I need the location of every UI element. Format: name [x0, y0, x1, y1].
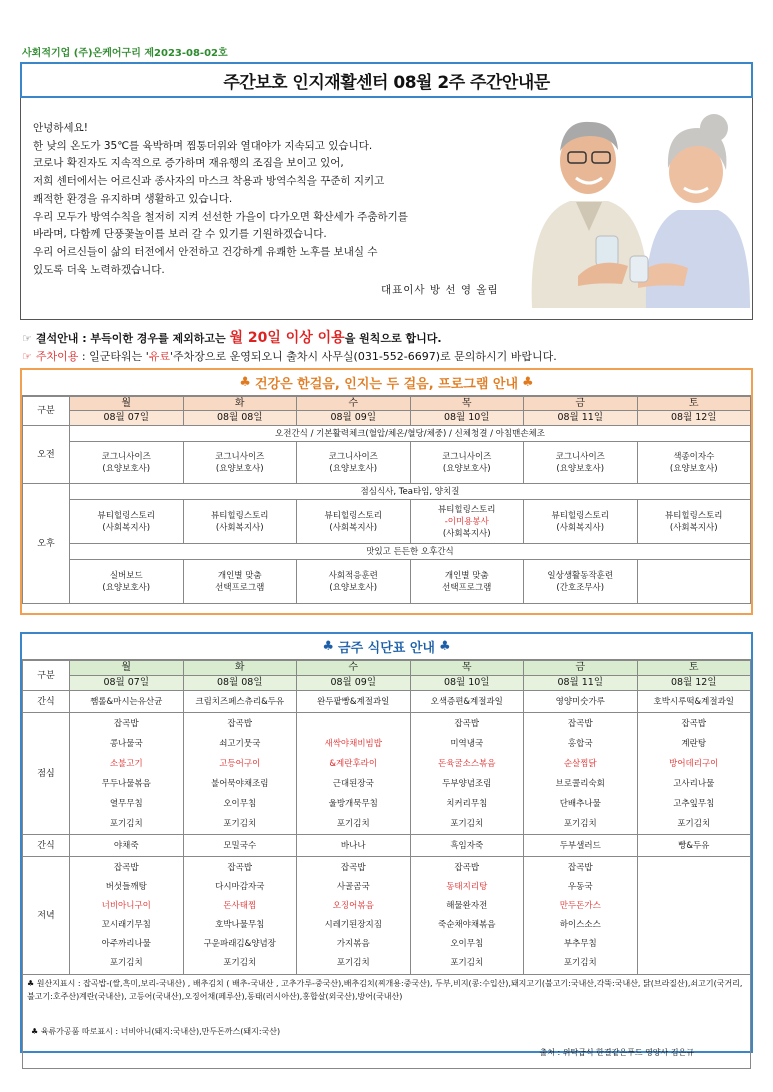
corp-header: 사회적기업 (주)온케어구리 제2023-08-02호	[22, 48, 228, 59]
program-section	[20, 368, 753, 615]
menu-title-bar	[22, 634, 751, 660]
date-header: 08월 11일	[524, 676, 638, 691]
intro-line: 바라며, 다함께 단풍꽃놀이를 보러 갈 수 있기를 기원하겠습니다.	[33, 228, 327, 241]
club-icon: ♣	[438, 639, 451, 654]
parking-label: 주차이용	[35, 350, 79, 363]
processed-meat-label: ♣ 육류가공품 따로표시 : 너비아니(돼지:국내산),만두돈까스(돼지:국산)	[31, 1027, 281, 1036]
absence-highlight: 월 20일 이상 이용	[229, 330, 345, 346]
program-title: 건강은 한걸음, 인지는 두 걸음, 프로그램 안내	[254, 377, 519, 392]
intro-line: 우리 어르신들이 삶의 터전에서 안전하고 건강하게 유쾌한 노후를 보내실 수	[33, 245, 378, 258]
club-icon: ♣	[322, 639, 335, 654]
program-cell: 코그니사이즈 (요양보호사)	[183, 442, 297, 484]
program-cell: 뷰티힐링스토리 (사회복지사)	[524, 500, 638, 544]
day-header: 목	[410, 397, 524, 411]
am-label: 오전	[23, 426, 70, 484]
day-header: 토	[637, 397, 751, 411]
parking-text-c: '주차장으로 운영되오니 출차시 사무실(031-552-6697)로 문의하시기 바랍니다.	[170, 350, 557, 363]
day-header: 목	[410, 661, 524, 676]
day-header: 화	[183, 661, 297, 676]
intro-line: 한 낮의 온도가 35℃를 육박하며 찜통더위와 열대야가 지속되고 있습니다.	[33, 139, 373, 152]
program-title-bar	[22, 370, 751, 396]
program-cell: 뷰티힐링스토리 (사회복지사)	[297, 500, 411, 544]
signature: 대표이사 방 선 영 올림	[381, 284, 499, 296]
lunch-cell: 잡곡밥 쇠고기뭇국 고등어구이 불어묵야채조림 오이무침 포기김치	[183, 713, 297, 835]
lunch-cell: 잡곡밥 계란탕 방어데리구이 고사리나물 고추잎무침 포기김치	[637, 713, 751, 835]
snack-cell: 쨈롤&마시는유산균	[70, 691, 184, 713]
snack-cell: 두부샐러드	[524, 835, 638, 857]
intro-line: 코로나 확진자도 지속적으로 증가하며 재유행의 조짐을 보이고 있어,	[33, 157, 344, 170]
am-common: 오전간식 / 기본활력체크(혈압/체온/혈당/체중) / 신체청결 / 아침맨손체조	[70, 426, 751, 442]
snack-cell: 영양미숫가루	[524, 691, 638, 713]
date-header: 08월 07일	[70, 411, 184, 426]
program-table	[22, 396, 751, 604]
intro-line: 저희 센터에서는 어르신과 종사자의 마스크 착용과 방역수칙을 꾸준히 지키고	[33, 175, 385, 188]
intro-line: 우리 모두가 방역수칙을 철저히 지켜 선선한 가을이 다가오면 확산세가 주춤하기를	[33, 210, 408, 223]
day-header: 금	[524, 397, 638, 411]
snack-cell: 야채죽	[70, 835, 184, 857]
dinner-cell: 잡곡밥 사골곰국 오징어볶음 시레기된장지짐 가지볶음 포기김치	[297, 857, 411, 975]
date-header: 08월 08일	[183, 676, 297, 691]
date-header: 08월 08일	[183, 411, 297, 426]
day-header: 수	[297, 661, 411, 676]
dinner-cell	[637, 857, 751, 975]
lunch-cell: 잡곡밥 콩나물국 소불고기 무두나물볶음 열무무침 포기김치	[70, 713, 184, 835]
snack-cell: 호박시루떡&계절과일	[637, 691, 751, 713]
program-cell: 뷰티힐링스토리 (사회복지사)	[183, 500, 297, 544]
snack-cell: 흑임자죽	[410, 835, 524, 857]
snack-cell: 빵&두유	[637, 835, 751, 857]
program-cell: 코그니사이즈 (요양보호사)	[70, 442, 184, 484]
pointing-hand-icon: ☞	[22, 332, 32, 345]
volunteer-note: -이미용봉사	[444, 516, 489, 527]
dinner-label: 저녁	[23, 857, 70, 975]
menu-title: 금주 식단표 안내	[338, 641, 435, 656]
intro-line: 안녕하세요!	[33, 122, 88, 134]
origin-block-cell	[23, 975, 751, 1069]
snack-label: 간식	[23, 835, 70, 857]
gubun-cell: 구분	[23, 397, 70, 426]
lunch-common: 점심식사, Tea타임, 양치질	[70, 484, 751, 500]
intro-box	[20, 98, 753, 320]
date-header: 08월 12일	[637, 676, 751, 691]
day-header: 토	[637, 661, 751, 676]
lunch-cell: 잡곡밥 미역냉국 돈육굴소스볶음 두부양념조림 치커리무침 포기김치	[410, 713, 524, 835]
program-cell: 뷰티힐링스토리 -이미용봉사 (사회복지사)	[410, 500, 524, 544]
snack-common: 맛있고 든든한 오후간식	[70, 544, 751, 560]
intro-text	[33, 120, 533, 279]
program-cell: 코그니사이즈 (요양보호사)	[297, 442, 411, 484]
day-header: 화	[183, 397, 297, 411]
date-header: 08월 09일	[297, 411, 411, 426]
date-header: 08월 07일	[70, 676, 184, 691]
lunch-cell: 잡곡밥 홍합국 순살찜닭 브로콜리숙회 단배추나물 포기김치	[524, 713, 638, 835]
title-box	[20, 62, 753, 98]
page-title: 주간보호 인지재활센터 08월 2주 주간안내문	[223, 72, 550, 93]
program-cell: 일상생활동작훈련 (간호조무사)	[524, 560, 638, 604]
parking-text-a: : 일군타워는 '	[78, 350, 149, 363]
dinner-cell: 잡곡밥 버섯들깨탕 너비아니구이 꼬시래기무침 아주까리나물 포기김치	[70, 857, 184, 975]
origin-label: ♣ 원산지표시 : 잡곡밥-(쌀,흑미,보리-국내산) , 배추김치 ( 배추-국내산 , 고추가루-중국산),배추김치(찌개용:중국산), 두부,비지(콩:수입산),돼지고기(불고기:국내산,각뚝:국내산, 닭(브라질산),쇠고기(국거리,불고기:호주산)계란(국내산), 고등어(국내산),오징어채(페루산),동태(러시아산),홍합살(외국산),방어(국내산)	[27, 979, 743, 1001]
parking-notice	[22, 348, 557, 364]
program-cell: 개인별 맞춤 선택프로그램	[410, 560, 524, 604]
program-cell: 뷰티힐링스토리 (사회복지사)	[637, 500, 751, 544]
snack-cell: 크림치즈페스츄리&두유	[183, 691, 297, 713]
snack-cell: 완두팥빵&계절과일	[297, 691, 411, 713]
lunch-cell: 새싹야채비빔밥 &계란후라이 근대된장국 울방개묵무침 포기김치	[297, 713, 411, 835]
intro-line: 쾌적한 환경을 유지하며 생활하고 있습니다.	[33, 192, 233, 205]
date-header: 08월 09일	[297, 676, 411, 691]
snack-cell: 모밀국수	[183, 835, 297, 857]
snack-cell: 오색증편&계절과일	[410, 691, 524, 713]
parking-paid: 유료	[148, 350, 171, 363]
date-header: 08월 10일	[410, 411, 524, 426]
dinner-cell: 잡곡밥 동태지리탕 해물완자전 죽순채야채볶음 오이무침 포기김치	[410, 857, 524, 975]
menu-section	[20, 632, 753, 1057]
snack-cell: 바나나	[297, 835, 411, 857]
program-cell: 뷰티힐링스토리 (사회복지사)	[70, 500, 184, 544]
day-header: 수	[297, 397, 411, 411]
pointing-hand-icon: ☞	[22, 350, 32, 363]
day-header: 금	[524, 661, 638, 676]
program-cell: 코그니사이즈 (요양보호사)	[410, 442, 524, 484]
intro-line: 있도록 더욱 노력하겠습니다.	[33, 263, 165, 276]
program-cell: 개인별 맞춤 선택프로그램	[183, 560, 297, 604]
absence-text-a: 결석안내 : 부득이한 경우를 제외하고는	[35, 332, 230, 345]
program-cell: 코그니사이즈 (요양보호사)	[524, 442, 638, 484]
club-icon: ♣	[239, 375, 251, 390]
program-cell: 색종이자수 (요양보호사)	[637, 442, 751, 484]
date-header: 08월 10일	[410, 676, 524, 691]
pm-label: 오후	[23, 484, 70, 604]
date-header: 08월 11일	[524, 411, 638, 426]
program-cell	[637, 560, 751, 604]
day-header: 월	[70, 397, 184, 411]
day-header: 월	[70, 661, 184, 676]
gubun-cell: 구분	[23, 661, 70, 691]
menu-table	[22, 660, 751, 1069]
menu-source: 출처 : 위탁급식 한결같은푸드 영양사 김은규	[539, 1047, 694, 1057]
program-cell: 사회적응훈련 (요양보호사)	[297, 560, 411, 604]
absence-text-c: 을 원칙으로 합니다.	[344, 332, 442, 345]
program-cell: 실버보드 (요양보호사)	[70, 560, 184, 604]
lunch-label: 점심	[23, 713, 70, 835]
snack-label: 간식	[23, 691, 70, 713]
dinner-cell: 잡곡밥 우동국 만두돈가스 하이스소스 부추무침 포기김치	[524, 857, 638, 975]
absence-notice	[22, 327, 442, 347]
date-header: 08월 12일	[637, 411, 751, 426]
elderly-couple-photo	[518, 106, 750, 308]
dinner-cell: 잡곡밥 다시마감자국 돈사태찜 호박나물무침 구운파래김&양념장 포기김치	[183, 857, 297, 975]
club-icon: ♣	[522, 375, 534, 390]
